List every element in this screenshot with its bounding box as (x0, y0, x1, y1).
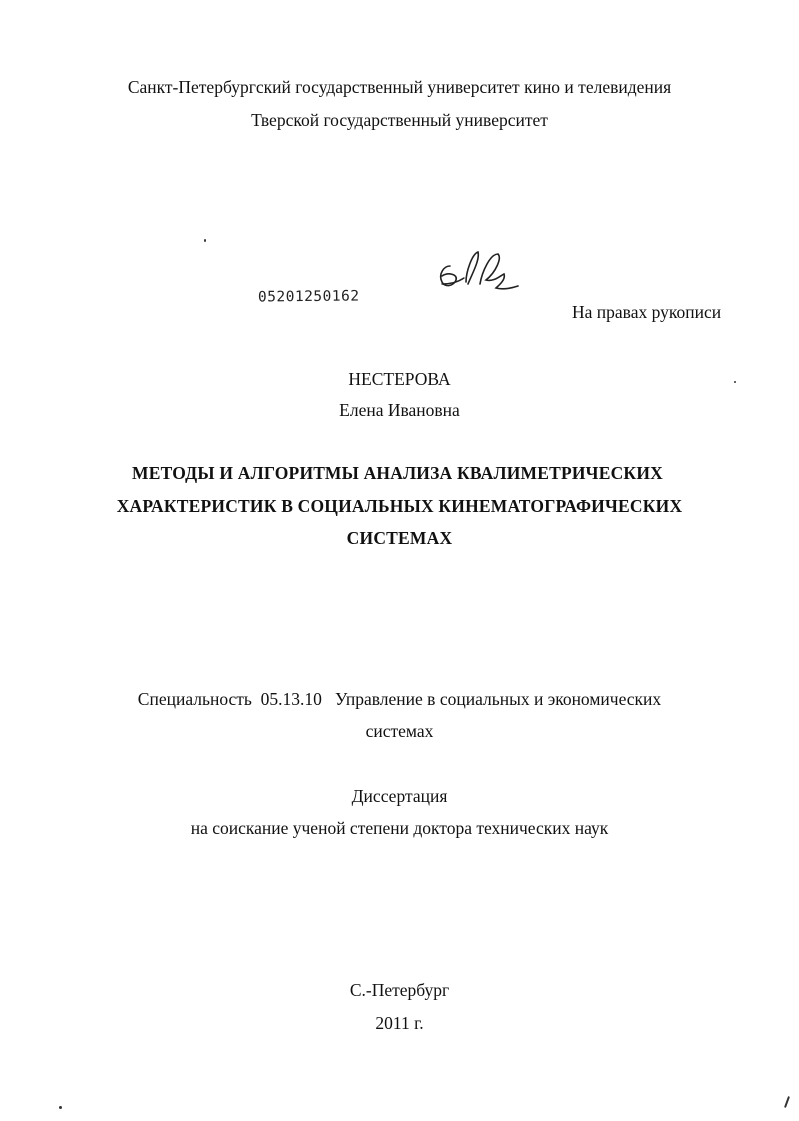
scan-speck (59, 1106, 62, 1109)
specialty-line-2: системах (365, 721, 434, 741)
footer-city: С.-Петербург (349, 980, 450, 1000)
title-line-3: СИСТЕМАХ (346, 528, 453, 548)
scan-mark (784, 1096, 790, 1108)
degree-line-2: на соискание ученой степени доктора технических наук (190, 818, 609, 838)
title-line-1: МЕТОДЫ И АЛГОРИТМЫ АНАЛИЗА КВАЛИМЕТРИЧЕСКИХ (132, 463, 663, 483)
author-surname: НЕСТЕРОВА (348, 369, 451, 389)
scan-speck (204, 239, 206, 242)
institution-line-2: Тверской государственный университет (251, 110, 548, 130)
registration-number: 05201250162 (257, 288, 360, 306)
title-line-2: ХАРАКТЕРИСТИК В СОЦИАЛЬНЫХ КИНЕМАТОГРАФИЧЕСКИХ (116, 496, 683, 516)
institution-line-1: Санкт-Петербургский государственный университет кино и телевидения (127, 77, 672, 97)
footer-year: 2011 г. (375, 1013, 424, 1033)
manuscript-note: На правах рукописи (572, 302, 722, 322)
handwritten-signature (436, 248, 520, 296)
author-given-names: Елена Ивановна (339, 400, 460, 420)
degree-line-1: Диссертация (351, 786, 448, 806)
specialty-line-1: Специальность 05.13.10 Управление в социальных и экономических (137, 689, 662, 709)
